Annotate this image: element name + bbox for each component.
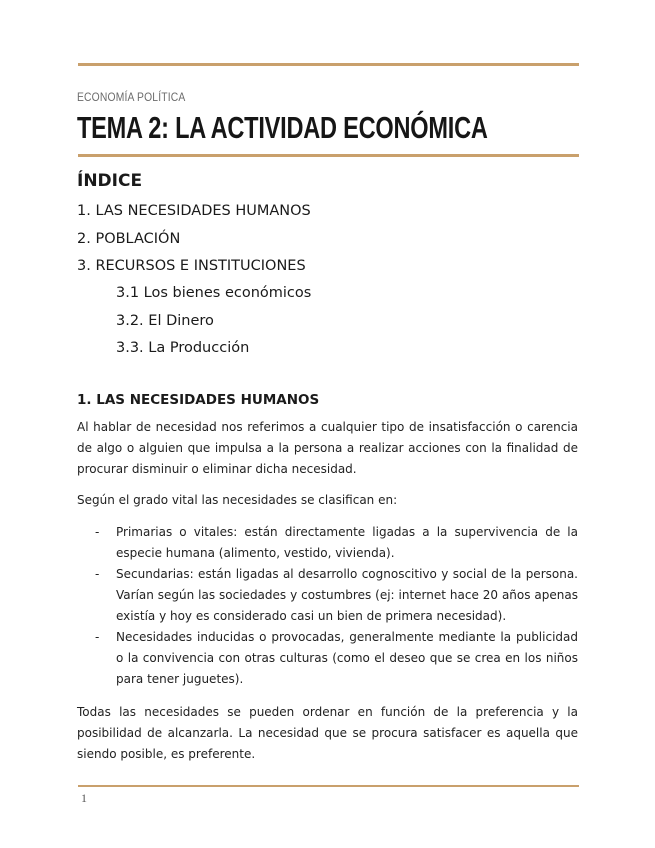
toc-item-bienes[interactable]: 3.1 Los bienes económicos xyxy=(116,285,312,301)
toc-item-dinero[interactable]: 3.2. El Dinero xyxy=(116,313,214,329)
intro-paragraph: Al hablar de necesidad nos referimos a cualquier tipo de insatisfacción o carencia de algo o alguien que impulsa a la persona a realizar acciones con la finalidad de procurar disminuir o eliminar dicha necesidad. xyxy=(77,420,578,476)
index-heading: ÍNDICE xyxy=(77,171,143,191)
list-item xyxy=(77,522,578,564)
closing-paragraph: Todas las necesidades se pueden ordenar en función de la preferencia y la posibilidad de alcanzarla. La necesidad que se procura satisfacer es aquella que siendo posible, es preferente. xyxy=(77,705,578,761)
list-item xyxy=(77,564,578,627)
toc-item-produccion[interactable]: 3.3. La Producción xyxy=(116,340,250,356)
page-title: TEMA 2: LA ACTIVIDAD ECONÓMICA xyxy=(77,110,488,145)
toc-item-necesidades[interactable]: 1. LAS NECESIDADES HUMANOS xyxy=(77,203,311,219)
bullet-marker: - xyxy=(95,525,100,539)
bullet-marker: - xyxy=(95,567,100,581)
list-item xyxy=(77,627,578,690)
list-item-text: Primarias o vitales: están directamente ligadas a la supervivencia de la especie humana (alimento, vestido, vivienda). xyxy=(116,525,578,560)
page-number: 1 xyxy=(81,791,87,805)
classification-lead: Según el grado vital las necesidades se clasifican en: xyxy=(77,493,398,507)
section-heading: 1. LAS NECESIDADES HUMANOS xyxy=(77,392,320,408)
subject-label: ECONOMÍA POLÍTICA xyxy=(77,90,186,104)
header-top-rule xyxy=(78,63,579,66)
footer-rule xyxy=(78,785,579,787)
needs-list xyxy=(77,522,578,690)
header-bottom-rule xyxy=(78,154,579,157)
bullet-marker: - xyxy=(95,630,100,644)
toc-item-recursos[interactable]: 3. RECURSOS E INSTITUCIONES xyxy=(77,258,306,274)
list-item-text: Secundarias: están ligadas al desarrollo cognoscitivo y social de la persona. Varían según las sociedades y costumbres (ej: internet hace 20 años apenas existía y hoy es considerado casi un bien de primera necesidad). xyxy=(116,567,578,623)
toc-item-poblacion[interactable]: 2. POBLACIÓN xyxy=(77,231,181,247)
list-item-text: Necesidades inducidas o provocadas, generalmente mediante la publicidad o la convivencia con otras culturas (como el deseo que se crea en los niños para tener juguetes). xyxy=(116,630,578,686)
